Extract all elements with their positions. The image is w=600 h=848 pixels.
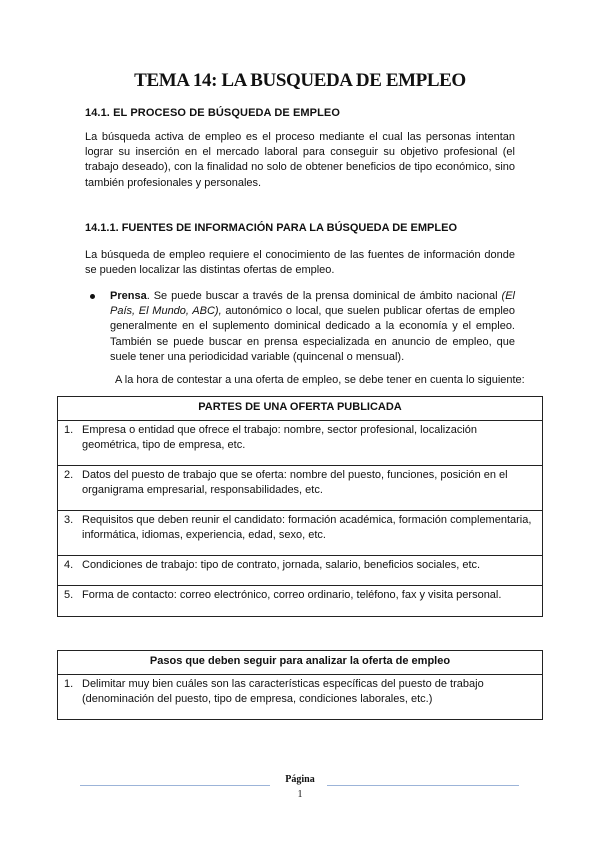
offer-parts-table-header: PARTES DE UNA OFERTA PUBLICADA (58, 397, 543, 421)
section-heading-14-1: 14.1. EL PROCESO DE BÚSQUEDA DE EMPLEO (85, 107, 341, 119)
row-text: Delimitar muy bien cuáles son las características específicas del puesto de trabajo (denominación del puesto, tipo de empresa, condiciones laborales, etc.) (82, 678, 484, 706)
offer-parts-table (57, 396, 543, 617)
footer-page-label: Página (285, 774, 315, 785)
analysis-steps-table (57, 650, 543, 720)
section-paragraph-intro: La búsqueda activa de empleo es el proceso mediante el cual las personas intentan lograr su inserción en el mercado laboral para conseguir su objetivo profesional (el trabajo deseado), con la finalidad no solo de obtener beneficios de tipo económico, sino también profesionales y personales. (85, 131, 515, 189)
bullet-term: Prensa (110, 290, 147, 302)
table-row (58, 556, 543, 586)
section-heading-14-1-1: 14.1.1. FUENTES DE INFORMACIÓN PARA LA BÚSQUEDA DE EMPLEO (85, 222, 458, 234)
table-row (58, 421, 543, 466)
table-row (58, 511, 543, 556)
row-text: Requisitos que deben reunir el candidato: formación académica, formación complementaria, informática, idiomas, experiencia, edad, sexo, etc. (82, 514, 532, 542)
row-text: Forma de contacto: correo electrónico, correo ordinario, teléfono, fax y visita personal. (82, 589, 502, 601)
page-title: TEMA 14: LA BUSQUEDA DE EMPLEO (134, 70, 466, 91)
row-number: 4. (64, 559, 74, 571)
table-row (58, 675, 543, 720)
analysis-steps-table-header: Pasos que deben seguir para analizar la oferta de empleo (58, 651, 543, 675)
row-number: 2. (64, 469, 74, 481)
bullet-text-after: autonómico o local, que suelen publicar ofertas de empleo generalmente en el suplemento dominical dedicado a la economía y el empleo. También se puede buscar en prensa especializada en anuncio de empleo, que suele tener una periodicidad variable (quincenal o mensual). (110, 305, 515, 363)
table-row (58, 586, 543, 617)
lead-in-text: A la hora de contestar a una oferta de empleo, se debe tener en cuenta lo siguiente: (115, 374, 525, 386)
bullet-text-before: . Se puede buscar a través de la prensa dominical de ámbito nacional (146, 290, 502, 302)
row-number: 3. (64, 514, 74, 526)
row-number: 1. (64, 678, 74, 690)
table-row (58, 466, 543, 511)
section-paragraph-sources: La búsqueda de empleo requiere el conocimiento de las fuentes de información donde se pueden localizar las distintas ofertas de empleo. (85, 249, 515, 277)
bullet-dot-icon (90, 294, 95, 299)
bullet-item-prensa (110, 289, 515, 365)
footer-page-number: 1 (297, 789, 303, 800)
row-number: 1. (64, 424, 74, 436)
bullet-italic: (El País, El Mundo, ABC), (110, 290, 515, 318)
footer-divider-right (327, 785, 519, 786)
row-text: Condiciones de trabajo: tipo de contrato, jornada, salario, beneficios sociales, etc. (82, 559, 481, 571)
row-text: Datos del puesto de trabajo que se oferta: nombre del puesto, funciones, posición en el organigrama empresarial, responsabilidades, etc. (82, 469, 508, 497)
row-number: 5. (64, 589, 74, 601)
row-text: Empresa o entidad que ofrece el trabajo: nombre, sector profesional, localización geométrica, tipo de empresa, etc. (82, 424, 478, 452)
footer-divider-left (80, 785, 270, 786)
